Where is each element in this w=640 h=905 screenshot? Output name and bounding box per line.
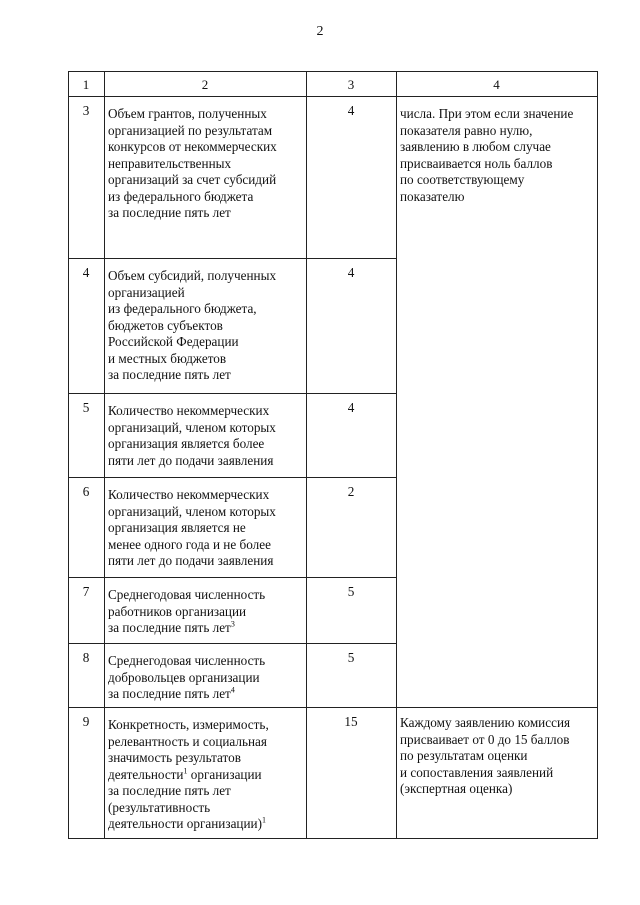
row-number: 4 <box>82 265 90 280</box>
row-score: 4 <box>347 400 355 415</box>
row-border <box>68 477 397 478</box>
table-top-border <box>68 71 598 72</box>
row-score: 15 <box>344 714 358 729</box>
row-criterion: Количество некоммерческих организаций, членом которых организация является более пяти лет до подачи заявления <box>108 403 276 468</box>
header-col-3: 3 <box>347 77 355 92</box>
table-bottom-border <box>68 838 598 839</box>
row-number: 8 <box>82 650 90 665</box>
row-score: 4 <box>347 265 355 280</box>
column-border <box>396 71 397 839</box>
row-criterion: Объем субсидий, полученных организацией из федерального бюджета, бюджетов субъектов Российской Федерации и местных бюджетов за последние пять лет <box>108 268 277 382</box>
column-border <box>597 71 598 839</box>
row-criterion: Среднегодовая численность работников организации за последние пять лет$^3$ <box>108 587 266 635</box>
row-border <box>68 393 397 394</box>
row-score: 5 <box>347 650 355 665</box>
header-col-2: 2 <box>201 77 209 92</box>
row-criterion: Объем грантов, полученных организацией по результатам конкурсов от некоммерческих неправительственных организаций за счет субсидий из федерального бюджета за последние пять лет <box>108 106 277 220</box>
row-border <box>68 707 598 708</box>
row-criterion: Количество некоммерческих организаций, членом которых организация является не менее одного года и не более пяти лет до подачи заявления <box>108 487 276 568</box>
row-number: 9 <box>82 714 90 729</box>
row-score: 2 <box>347 484 355 499</box>
row-border <box>68 577 397 578</box>
header-col-1: 1 <box>82 77 90 92</box>
page-number: 2 <box>316 24 324 39</box>
row-number: 5 <box>82 400 90 415</box>
header-col-4: 4 <box>493 77 500 92</box>
header-bottom-border <box>68 96 598 97</box>
row-border <box>68 258 397 259</box>
col4-lower-text: Каждому заявлению комиссия присваивает от 0 до 15 баллов по результатам оценки и сопоставления заявлений (экспертная оценка) <box>400 715 571 796</box>
row-score: 5 <box>347 584 355 599</box>
row-criterion: Среднегодовая численность добровольцев организации за последние пять лет$^4$ <box>108 653 266 701</box>
column-border <box>104 71 105 839</box>
row-number: 3 <box>82 103 90 118</box>
col4-upper-text: числа. При этом если значение показателя равно нулю, заявлению в любом случае присваивается ноль баллов по соответствующему показателю <box>400 106 574 204</box>
row-number: 6 <box>82 484 90 499</box>
row-score: 4 <box>347 103 355 118</box>
row-criterion: Конкретность, измеримость, релевантность и социальная значимость результатов деятельности$^1$ организации за последние пять лет (результативность деятельности организации)$^1$ <box>108 717 269 831</box>
row-border <box>68 643 397 644</box>
row-number: 7 <box>82 584 90 599</box>
